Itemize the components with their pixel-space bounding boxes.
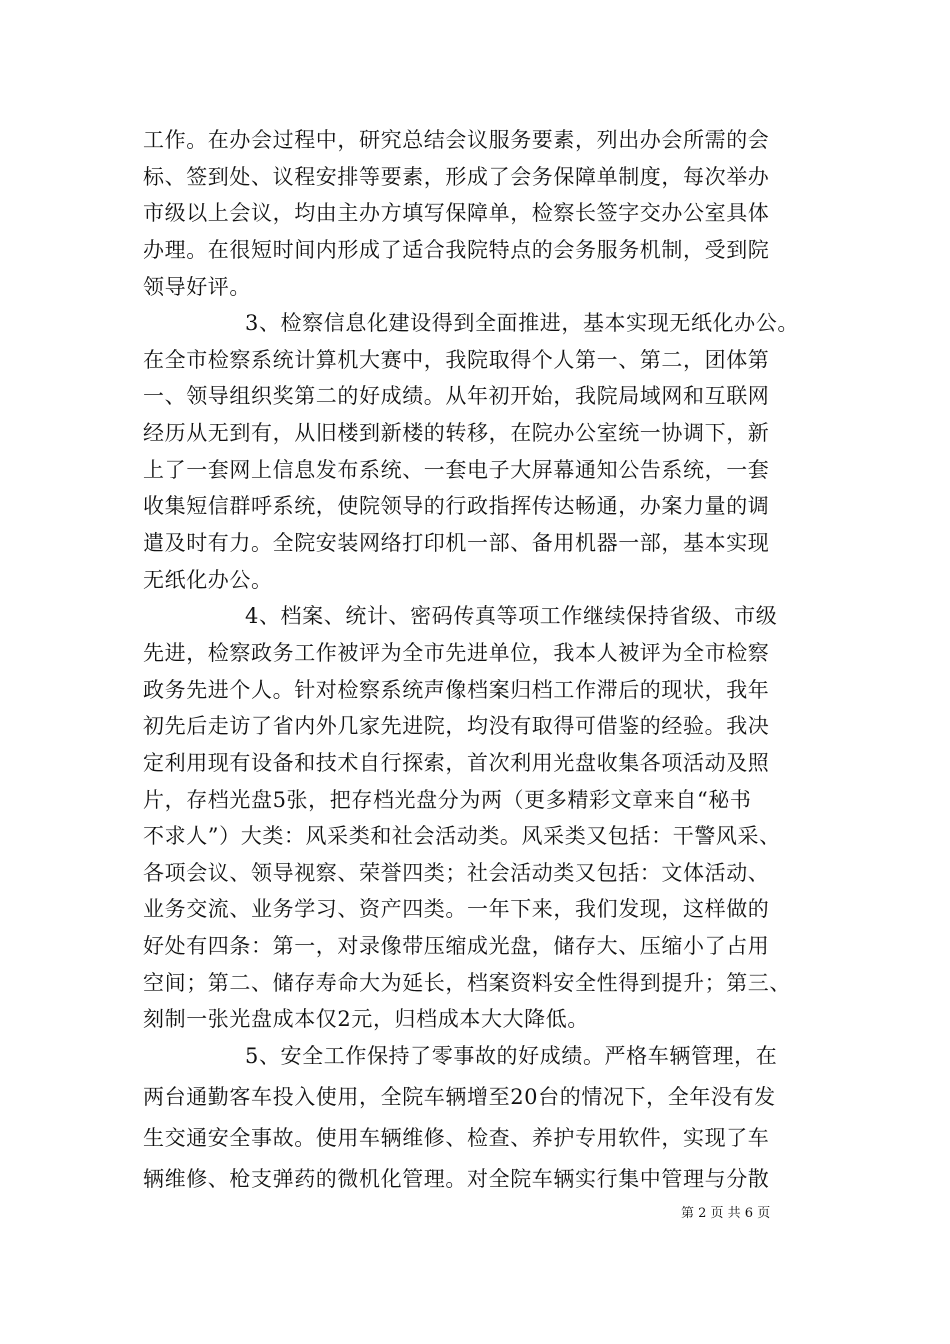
text-line: 工作。在办会过程中，研究总结会议服务要素，列出办会所需的会	[143, 128, 770, 152]
paragraph-4-heading: 4、档案、统计、密码传真等项工作继续保持省级、市级	[245, 604, 778, 628]
text-line: 初先后走访了省内外几家先进院，均没有取得可借鉴的经验。我决	[143, 714, 770, 738]
text-line: 政务先进个人。针对检察系统声像档案归档工作滞后的现状，我年	[143, 678, 770, 702]
text-line: 先进，检察政务工作被评为全市先进单位，我本人被评为全市检察	[143, 641, 770, 665]
text-line: 一、领导组织奖第二的好成绩。从年初开始，我院局域网和互联网	[143, 384, 770, 408]
text-line: 好处有四条：第一，对录像带压缩成光盘，储存大、压缩小了占用	[143, 934, 770, 958]
page-number-footer: 第 2 页 共 6 页	[681, 1206, 771, 1221]
text-line: 业务交流、业务学习、资产四类。一年下来，我们发现，这样做的	[143, 897, 770, 921]
text-line: 标、签到处、议程安排等要素，形成了会务保障单制度，每次举办	[143, 165, 770, 189]
text-line: 各项会议、领导视察、荣誉四类；社会活动类又包括：文体活动、	[143, 861, 770, 885]
text-line: 办理。在很短时间内形成了适合我院特点的会务服务机制，受到院	[143, 238, 770, 262]
text-line: 经历从无到有，从旧楼到新楼的转移，在院办公室统一协调下，新	[143, 421, 770, 445]
text-line: 定利用现有设备和技术自行探索，首次利用光盘收集各项活动及照	[143, 751, 770, 775]
text-line: 空间；第二、储存寿命大为延长，档案资料安全性得到提升；第三、	[143, 971, 791, 995]
text-line: 上了一套网上信息发布系统、一套电子大屏幕通知公告系统，一套	[143, 458, 770, 482]
text-line: 市级以上会议，均由主办方填写保障单，检察长签字交办公室具体	[143, 201, 770, 225]
text-line: 不求人”）大类：风采类和社会活动类。风采类又包括：干警风采、	[143, 824, 781, 848]
text-line: 无纸化办公。	[143, 568, 273, 592]
text-line: 领导好评。	[143, 275, 251, 299]
text-line: 在全市检察系统计算机大赛中，我院取得个人第一、第二，团体第	[143, 348, 770, 372]
text-line: 生交通安全事故。使用车辆维修、检查、养护专用软件，实现了车	[143, 1126, 770, 1150]
paragraph-3-heading: 3、检察信息化建设得到全面推进，基本实现无纸化办公。	[245, 311, 799, 335]
text-line: 收集短信群呼系统，使院领导的行政指挥传达畅通，办案力量的调	[143, 494, 770, 518]
text-line: 遣及时有力。全院安装网络打印机一部、备用机器一部，基本实现	[143, 531, 770, 555]
text-line: 两台通勤客车投入使用，全院车辆增至20台的情况下，全年没有发	[143, 1085, 776, 1109]
text-line: 片，存档光盘5张，把存档光盘分为两（更多精彩文章来自“秘书	[143, 788, 752, 812]
paragraph-5-heading: 5、安全工作保持了零事故的好成绩。严格车辆管理，在	[245, 1044, 778, 1068]
text-line: 刻制一张光盘成本仅2元，归档成本大大降低。	[143, 1007, 589, 1031]
text-line: 辆维修、枪支弹药的微机化管理。对全院车辆实行集中管理与分散	[143, 1167, 770, 1191]
